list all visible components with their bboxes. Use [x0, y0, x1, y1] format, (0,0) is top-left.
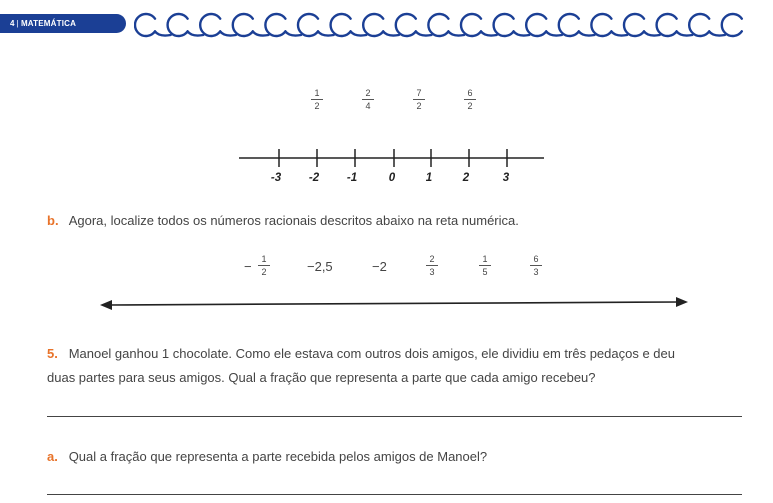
tick-label-0: 0: [388, 172, 396, 184]
question-b-text: Agora, localize todos os números racionais descritos abaixo na reta numérica.: [68, 213, 519, 228]
question-5-line-2: duas partes para seus amigos. Qual a fração que representa a parte que cada amigo recebeu?: [47, 370, 596, 385]
fraction-minus-1-2: [258, 254, 270, 277]
fraction-denominator: 2: [416, 101, 422, 111]
minus-sign: −: [244, 259, 252, 274]
answer-line-2[interactable]: [47, 494, 742, 495]
fraction-numerator: 6: [467, 88, 473, 98]
tick-label-2: 2: [462, 172, 470, 184]
answer-line-1[interactable]: [47, 416, 742, 417]
fraction-denominator: 2: [314, 101, 320, 111]
fraction-numerator: 2: [365, 88, 371, 98]
page-number: 4: [10, 19, 15, 28]
fraction-numerator: 6: [533, 254, 539, 264]
tick-label-minus-1: -1: [346, 172, 358, 184]
fraction-2-3: [426, 254, 438, 277]
fraction-numerator: 1: [482, 254, 488, 264]
fraction-numerator: 2: [429, 254, 435, 264]
integer-minus-2: −2: [372, 259, 387, 274]
tick-label-minus-3: -3: [270, 172, 282, 184]
fraction-denominator: 3: [429, 267, 435, 277]
tick-label-1: 1: [425, 172, 433, 184]
fraction-numerator: 1: [314, 88, 320, 98]
tick-label-minus-2: -2: [308, 172, 320, 184]
question-a-label: a.: [47, 449, 58, 464]
question-5-text-1: Manoel ganhou 1 chocolate. Como ele estava com outros dois amigos, ele dividiu em três pedaços e deu: [68, 346, 675, 361]
page-separator: |: [16, 19, 19, 28]
fraction-6-3: [530, 254, 542, 277]
question-a-text: Qual a fração que representa a parte recebida pelos amigos de Manoel?: [68, 449, 488, 464]
question-b: [47, 213, 519, 228]
fraction-denominator: 5: [482, 267, 488, 277]
fraction-1-5: [479, 254, 491, 277]
fraction-denominator: 4: [365, 101, 371, 111]
subject-title: MATEMÁTICA: [20, 19, 77, 28]
question-a: [47, 449, 487, 464]
fraction-denominator: 2: [467, 101, 473, 111]
fraction-numerator: 7: [416, 88, 422, 98]
question-5-label: 5.: [47, 346, 58, 361]
fraction-denominator: 2: [261, 267, 267, 277]
question-b-label: b.: [47, 213, 59, 228]
fraction-denominator: 3: [533, 267, 539, 277]
decimal-minus-2-5: −2,5: [307, 259, 333, 274]
question-5-line-1: [47, 346, 675, 361]
fraction-numerator: 1: [261, 254, 267, 264]
tick-label-3: 3: [502, 172, 510, 184]
